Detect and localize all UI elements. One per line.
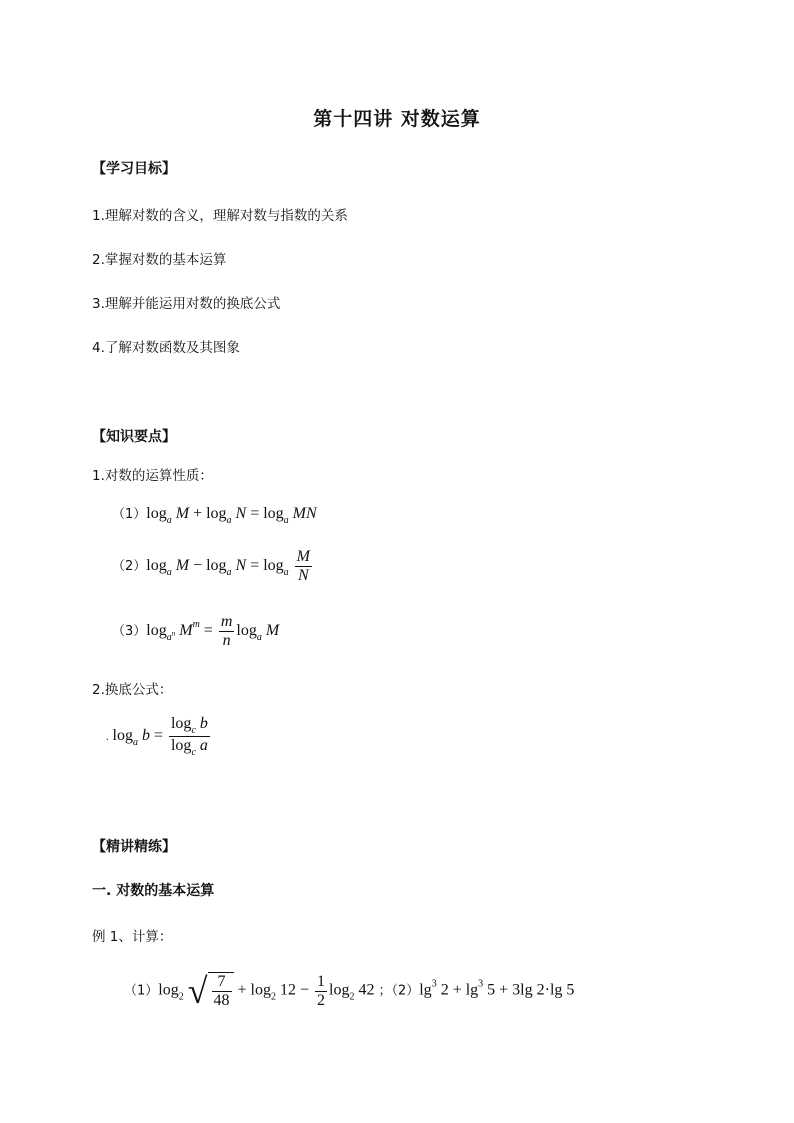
goal-item-1: 1.理解对数的含义，理解对数与指数的关系 [92,208,348,224]
formula-1-label: （1） [112,507,147,522]
section-heading-knowledge: 【知识要点】 [92,429,176,445]
example-1-label: 例 1、计算： [92,929,173,945]
goal-item-3: 3.理解并能运用对数的换底公式 [92,296,281,312]
page-title: 第十四讲 对数运算 [313,108,481,130]
section-heading-practice: 【精讲精练】 [92,839,176,855]
fraction-change-of-base: $\frac{\log_c b}{\log_c a}$ [170,715,208,758]
formula-product-rule: $(1)\log_a$ $M + \log_a N = \log_a$ MN [112,505,317,526]
formula-2-label: （2） [112,559,147,575]
formula-power-rule: $(3)\log_{a^n}$ $M^m$ = $\frac{m}{n}$ $\log_a M$ [112,613,280,649]
square-root: √ $\frac{7}{48}$ [188,972,234,1010]
question-1-label: （1） [124,983,159,999]
knowledge-item-2: 2.换底公式： [92,682,173,698]
question-separator: ；（2） [378,983,420,999]
fraction-one-half: $\frac{1}{2}$ [317,972,325,1009]
section-heading-goals: 【学习目标】 [92,161,176,177]
subsection-basic-operations: 一. 对数的基本运算 [92,883,215,899]
fraction-m-over-n-lower: $\frac{m}{n}$ [220,613,233,649]
example-1-expressions: $(1)\log_2$ √ $\frac{7}{48}$ + $\log_2 12$ − $\frac{1}{2}$ $\log_2 42$ ；$(2)\lg^3$ $2 + \lg^3 5 + 3\lg$ 2·lg 5 [124,971,575,1011]
knowledge-item-1: 1.对数的运算性质： [92,468,213,484]
goal-item-2: 2.掌握对数的基本运算 [92,252,227,268]
formula-change-of-base: . $\log_a b$ = $\frac{\log_c b}{\log_c a}$ [106,715,208,758]
formula-3-label: （3） [112,624,147,640]
formula-quotient-rule: $(2)\log_a$ $M - \log_a N = \log_a$ $\frac{M}{N}$ [112,548,310,584]
goal-item-4: 4.了解对数函数及其图象 [92,340,240,356]
fraction-m-over-n: $\frac{M}{N}$ [296,548,310,584]
